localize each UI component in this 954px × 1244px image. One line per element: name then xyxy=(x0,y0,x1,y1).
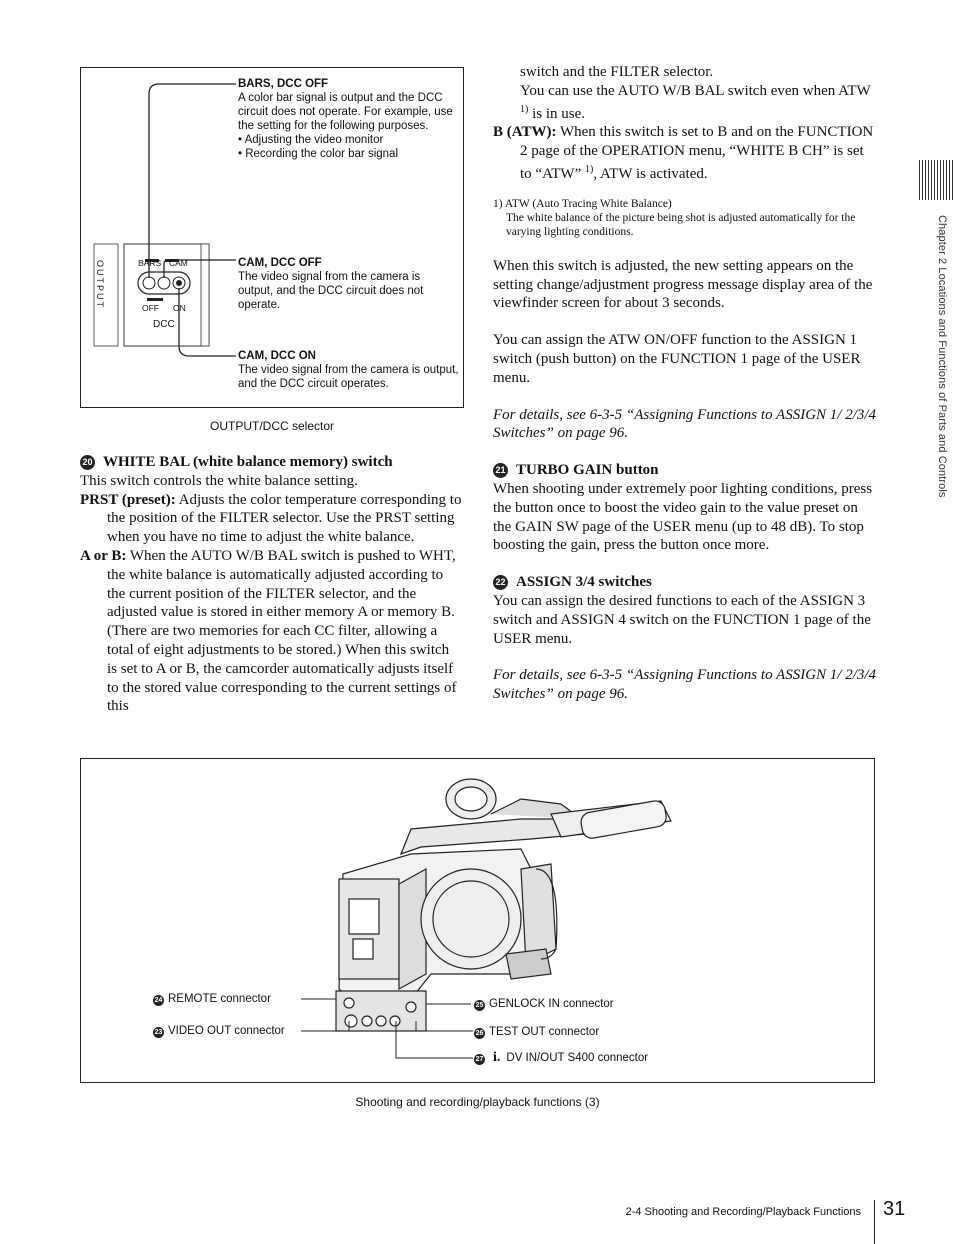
section-22-heading xyxy=(493,573,878,592)
callout-body: A color bar signal is output and the DCC circuit does not operate. For example, use the setting for the following purposes. • Adjusting the video monitor • Recording the color bar signal xyxy=(238,92,453,160)
label-dv-in-out-connector xyxy=(474,1051,648,1065)
callout-cam-dcc-off xyxy=(238,256,458,312)
callout-number-badge: 25 xyxy=(475,1002,484,1009)
footnote-body: The white balance of the picture being shot is adjusted automatically for the varying lighting conditions. xyxy=(506,211,856,238)
footer-section-title: 2-4 Shooting and Recording/Playback Functions xyxy=(625,1206,861,1218)
ab-label: A or B: xyxy=(80,547,127,564)
left-column xyxy=(80,453,462,716)
adjust-paragraph: When this switch is adjusted, the new setting appears on the setting change/adjustment progress message display area of the viewfinder screen for about 3 seconds. xyxy=(493,257,873,312)
label-test-out-connector xyxy=(474,1025,599,1039)
section-number-badge: 21 xyxy=(493,463,508,478)
label-remote-connector xyxy=(153,992,271,1006)
continued-line-1: switch and the FILTER selector. xyxy=(520,64,714,80)
prst-item xyxy=(80,491,462,547)
label-video-out-connector xyxy=(153,1024,285,1038)
section-title: ASSIGN 3/4 switches xyxy=(516,574,652,591)
callout-body: The video signal from the camera is output, and the DCC circuit operates. xyxy=(238,364,459,390)
chapter-tab-stripes xyxy=(919,160,954,200)
section-21-heading xyxy=(493,461,878,480)
continued-line-2 xyxy=(520,82,878,124)
ab-item xyxy=(80,547,462,716)
dcc-label: DCC xyxy=(153,319,175,330)
callout-title: CAM, DCC OFF xyxy=(238,257,322,269)
footer-divider xyxy=(874,1200,875,1244)
details-reference-2: For details, see 6-3-5 “Assigning Functions to ASSIGN 1/ 2/3/4 Switches” on page 96. xyxy=(493,667,877,703)
off-label: OFF xyxy=(142,303,159,313)
details-reference-1: For details, see 6-3-5 “Assigning Functions to ASSIGN 1/ 2/3/4 Switches” on page 96. xyxy=(493,406,877,442)
label-text: DV IN/OUT S400 connector xyxy=(506,1052,649,1064)
ilink-icon: i. xyxy=(493,1050,501,1065)
footnote-ref: 1) xyxy=(584,163,594,175)
assign-paragraph: You can assign the ATW ON/OFF function to the ASSIGN 1 switch (push button) on the FUNCTION 1 page of the USER menu. xyxy=(493,332,861,386)
callout-number-badge: 27 xyxy=(475,1056,484,1063)
callout-title: CAM, DCC ON xyxy=(238,350,316,362)
on-label: ON xyxy=(173,303,186,313)
prst-label: PRST (preset): xyxy=(80,491,176,508)
figure1-caption: OUTPUT/DCC selector xyxy=(209,419,334,433)
cam-label: CAM xyxy=(169,258,188,268)
continued-text-b: is in use. xyxy=(528,105,586,122)
section-number-badge: 22 xyxy=(493,575,508,590)
chapter-sidebar-text: Chapter 2 Locations and Functions of Parts and Controls xyxy=(936,215,948,498)
callout-body: The video signal from the camera is output, and the DCC circuit does not operate. xyxy=(238,271,424,311)
callout-cam-dcc-on xyxy=(238,349,460,391)
label-text: GENLOCK IN connector xyxy=(489,998,614,1010)
figure2-caption: Shooting and recording/playback functions (3) xyxy=(355,1095,600,1109)
bars-label: BARS xyxy=(138,258,162,268)
section-title: WHITE BAL (white balance memory) switch xyxy=(103,454,393,470)
label-genlock-in-connector xyxy=(474,997,614,1011)
label-text: TEST OUT connector xyxy=(489,1026,600,1038)
section-number-badge: 20 xyxy=(80,455,95,470)
page-number: 31 xyxy=(883,1198,906,1220)
continued-text-a: You can use the AUTO W/B BAL switch even when ATW xyxy=(520,82,871,99)
output-dcc-figure xyxy=(80,67,464,408)
label-text: VIDEO OUT connector xyxy=(168,1025,285,1037)
batw-text-b: , ATW is activated. xyxy=(593,165,708,182)
footnote xyxy=(493,197,878,239)
section-20-heading xyxy=(80,453,462,472)
callout-bars-dcc-off xyxy=(238,77,458,161)
callout-number-badge: 26 xyxy=(475,1030,484,1037)
continued-text xyxy=(493,63,878,123)
callout-number-badge: 24 xyxy=(154,997,163,1004)
section-title: TURBO GAIN button xyxy=(516,462,659,479)
batw-text-a: When this switch is set to B and on the FUNCTION 2 page of the OPERATION menu, “WHITE B CH” is set to “ATW” xyxy=(520,124,874,182)
ab-text: When the AUTO W/B BAL switch is pushed to WHT, the white balance is automatically adjusted according to the current position of the FILTER selector, and the adjusted value is stored in either memory A or memory B. (There are two memories for each CC filter, allowing a total of eight adjustments to be stored.) When this switch is set to A or B, the camcorder automatically adjusts itself to the stored value corresponding to the current settings of this xyxy=(107,547,457,715)
callout-number-badge: 23 xyxy=(154,1029,163,1036)
right-column xyxy=(493,63,878,704)
section-22-text: You can assign the desired functions to each of the ASSIGN 3 switch and ASSIGN 4 switch on the FUNCTION 1 page of the USER menu. xyxy=(493,592,871,647)
batw-label: B (ATW): xyxy=(493,124,557,141)
callout-title: BARS, DCC OFF xyxy=(238,78,329,90)
output-panel-label: OUTPUT xyxy=(95,260,105,309)
footnote-title: 1) ATW (Auto Tracing White Balance) xyxy=(493,197,672,210)
label-text: REMOTE connector xyxy=(168,993,271,1005)
footnote-ref: 1) xyxy=(520,103,529,115)
prst-text: Adjusts the color temperature corresponding to the position of the FILTER selector. Use the PRST setting when you have no time to adjust the white balance. xyxy=(107,491,462,546)
batw-item xyxy=(493,123,878,183)
section-21-text: When shooting under extremely poor lighting conditions, press the button once to boost the video gain to the value preset on the GAIN SW page of the USER menu (up to 48 dB). To stop boosting the gain, press the button once more. xyxy=(493,480,873,554)
section-20-intro: This switch controls the white balance setting. xyxy=(80,472,358,489)
camcorder-figure xyxy=(80,758,875,1083)
